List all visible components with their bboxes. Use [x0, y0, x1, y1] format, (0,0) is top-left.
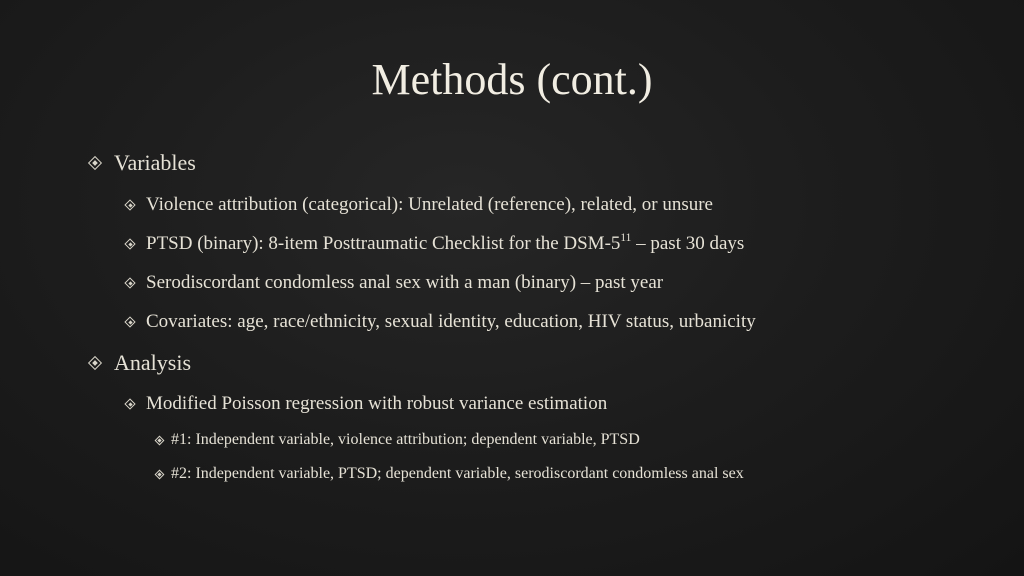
bullet-text: Violence attribution (categorical): Unrelated (reference), related, or unsure: [146, 194, 713, 215]
diamond-bullet-icon: [88, 156, 102, 170]
bullet-serodiscordant-sex: [124, 272, 663, 294]
diamond-bullet-icon: [154, 435, 164, 445]
bullet-text: #2: Independent variable, PTSD; dependent variable, serodiscordant condomless anal sex: [171, 465, 744, 482]
bullet-poisson-regression: [124, 393, 607, 415]
citation-superscript: 11: [620, 232, 632, 245]
bullet-text-main: PTSD (binary): 8-item Posttraumatic Checklist for the DSM-5: [146, 233, 621, 254]
bullet-violence-attribution: [124, 194, 713, 216]
bullet-ptsd: [124, 233, 744, 255]
bullet-model-2: [154, 465, 744, 483]
diamond-bullet-icon: [124, 199, 136, 211]
bullet-text-tail: – past 30 days: [631, 233, 745, 254]
diamond-bullet-icon: [124, 316, 136, 328]
bullet-text: [146, 233, 744, 255]
slide-title: Methods (cont.): [371, 55, 653, 104]
bullet-text: Covariates: age, race/ethnicity, sexual identity, education, HIV status, urbanicity: [146, 311, 756, 332]
bullet-analysis: [88, 350, 191, 376]
bullet-covariates: [124, 311, 756, 333]
bullet-model-1: [154, 431, 640, 449]
diamond-bullet-icon: [124, 238, 136, 250]
diamond-bullet-icon: [154, 469, 164, 479]
bullet-text: Serodiscordant condomless anal sex with a man (binary) – past year: [146, 272, 664, 293]
bullet-text: Variables: [114, 150, 196, 175]
bullet-text: #1: Independent variable, violence attribution; dependent variable, PTSD: [171, 431, 640, 448]
bullet-text: Analysis: [114, 350, 191, 375]
bullet-variables: [88, 150, 196, 176]
diamond-bullet-icon: [124, 398, 136, 410]
diamond-bullet-icon: [124, 277, 136, 289]
diamond-bullet-icon: [88, 356, 102, 370]
bullet-text: Modified Poisson regression with robust variance estimation: [146, 393, 608, 414]
